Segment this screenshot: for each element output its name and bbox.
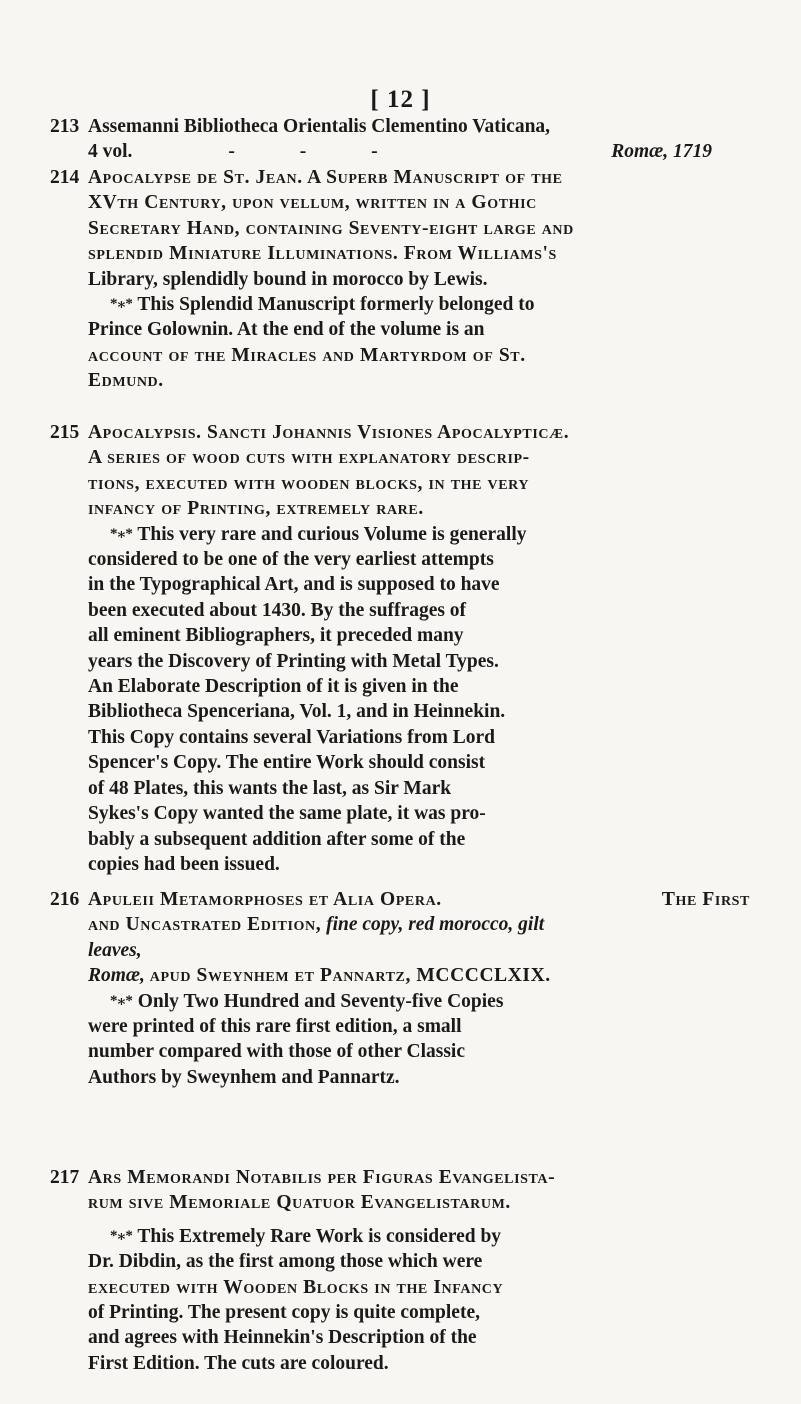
imprint-printers: apud Sweynhem et Pannartz, MCCCCLXIX. [149,965,551,987]
edition-description: and Uncastrated Edition, [88,914,322,936]
entry-line [50,165,750,190]
note-line: bably a subsequent addition after some of the [88,828,466,850]
binding-description: fine copy, red morocco, gilt [326,914,545,936]
note-line [50,989,750,1014]
note-text: This Extremely Rare Work is considered by [137,1225,502,1247]
leader-dashes: - - - [228,141,408,163]
entry-line: infancy of Printing, extremely rare. [88,498,424,520]
lot-number: 217 [50,1167,80,1188]
note-line: An Elaborate Description of it is given in the [88,676,459,698]
entry-line: tions, executed with wooden blocks, in the very [88,472,530,494]
entry-line: leaves, [88,939,142,961]
note-line: of 48 Plates, this wants the last, as Sir Mark [88,777,452,799]
note-line [50,522,750,547]
note-line: of Printing. The present copy is quite complete, [88,1302,480,1324]
imprint: Romæ, 1719 [611,141,712,163]
imprint-place: Romæ, [88,965,145,987]
note-line: executed with Wooden Blocks in the Infancy [88,1276,504,1298]
note-line: and agrees with Heinnekin's Description of the [88,1327,477,1349]
entry-title: Ars Memorandi Notabilis per Figuras Evangelista- [88,1167,556,1188]
entry-line [50,114,750,139]
entry-line [50,1165,750,1190]
note-line: account of the Miracles and Martyrdom of St. [88,344,526,366]
note-line: considered to be one of the very earliest attempts [88,549,494,571]
volume-count: 4 vol. [88,141,133,163]
note-text: This very rare and curious Volume is generally [137,523,527,545]
note-line: years the Discovery of Printing with Metal Types. [88,650,499,672]
note-text: Only Two Hundred and Seventy-five Copies [137,990,504,1012]
page-number: [ 12 ] [370,86,431,113]
catalogue-entry-217 [50,1165,750,1376]
entry-line: A series of wood cuts with explanatory descrip- [88,447,530,469]
note-line: Sykes's Copy wanted the same plate, it was pro- [88,803,486,825]
entry-line: Library, splendidly bound in morocco by Lewis. [88,268,488,290]
entry-line [50,912,750,937]
note-line: Bibliotheca Spenceriana, Vol. 1, and in Heinnekin. [88,701,506,723]
catalogue-entry-216 [50,887,750,1090]
lot-number: 216 [50,889,80,910]
entry-title: Assemanni Bibliotheca Orientalis Clementino Vaticana, [88,116,551,137]
note-line [50,292,750,317]
note-line: copies had been issued. [88,853,280,875]
entry-line [50,887,750,912]
note-line: all eminent Bibliographers, it preceded many [88,625,464,647]
note-text: This Splendid Manuscript formerly belonged to [137,294,535,316]
entry-line [50,963,750,988]
entry-line: Secretary Hand, containing Seventy-eight large and [88,217,574,239]
lot-number: 215 [50,422,80,443]
entry-line: splendid Miniature Illuminations. From Williams's [88,243,557,265]
asterism-mark: *⁎* [110,992,133,1009]
note-line: Authors by Sweynhem and Pannartz. [88,1066,400,1088]
entry-line [50,139,750,164]
entry-line [50,420,750,445]
note-line: Edmund. [88,370,164,392]
lot-number: 213 [50,116,80,137]
catalogue-entry-215 [50,420,750,877]
note-line: Dr. Dibdin, as the first among those which were [88,1251,483,1273]
catalogue-entry-213 [50,114,750,165]
note-line: This Copy contains several Variations from Lord [88,726,496,748]
catalogue-entry-214 [50,165,750,394]
entry-title: Apocalypsis. Sancti Johannis Visiones Apocalypticæ. [88,422,570,443]
note-line: been executed about 1430. By the suffrages of [88,599,467,621]
entry-title: Apocalypse de St. Jean. A Superb Manuscript of the [88,167,563,188]
entry-title: Apuleii Metamorphoses et Alia Opera. [88,889,442,910]
note-line: First Edition. The cuts are coloured. [88,1352,389,1374]
lot-number: 214 [50,167,80,188]
asterism-mark: *⁎* [110,525,133,542]
note-line: in the Typographical Art, and is supposed to have [88,574,500,596]
entry-line: rum sive Memoriale Quatuor Evangelistarum. [88,1192,511,1214]
asterism-mark: *⁎* [110,1227,133,1244]
note-line: Prince Golownin. At the end of the volume is an [88,319,485,341]
asterism-mark: *⁎* [110,296,133,313]
note-line: Spencer's Copy. The entire Work should consist [88,752,486,774]
note-line [50,1224,750,1249]
entry-line: XVth Century, upon vellum, written in a Gothic [88,192,537,214]
edition-label: The First [661,889,750,910]
note-line: number compared with those of other Classic [88,1041,465,1063]
note-line: were printed of this rare first edition, a small [88,1016,462,1038]
